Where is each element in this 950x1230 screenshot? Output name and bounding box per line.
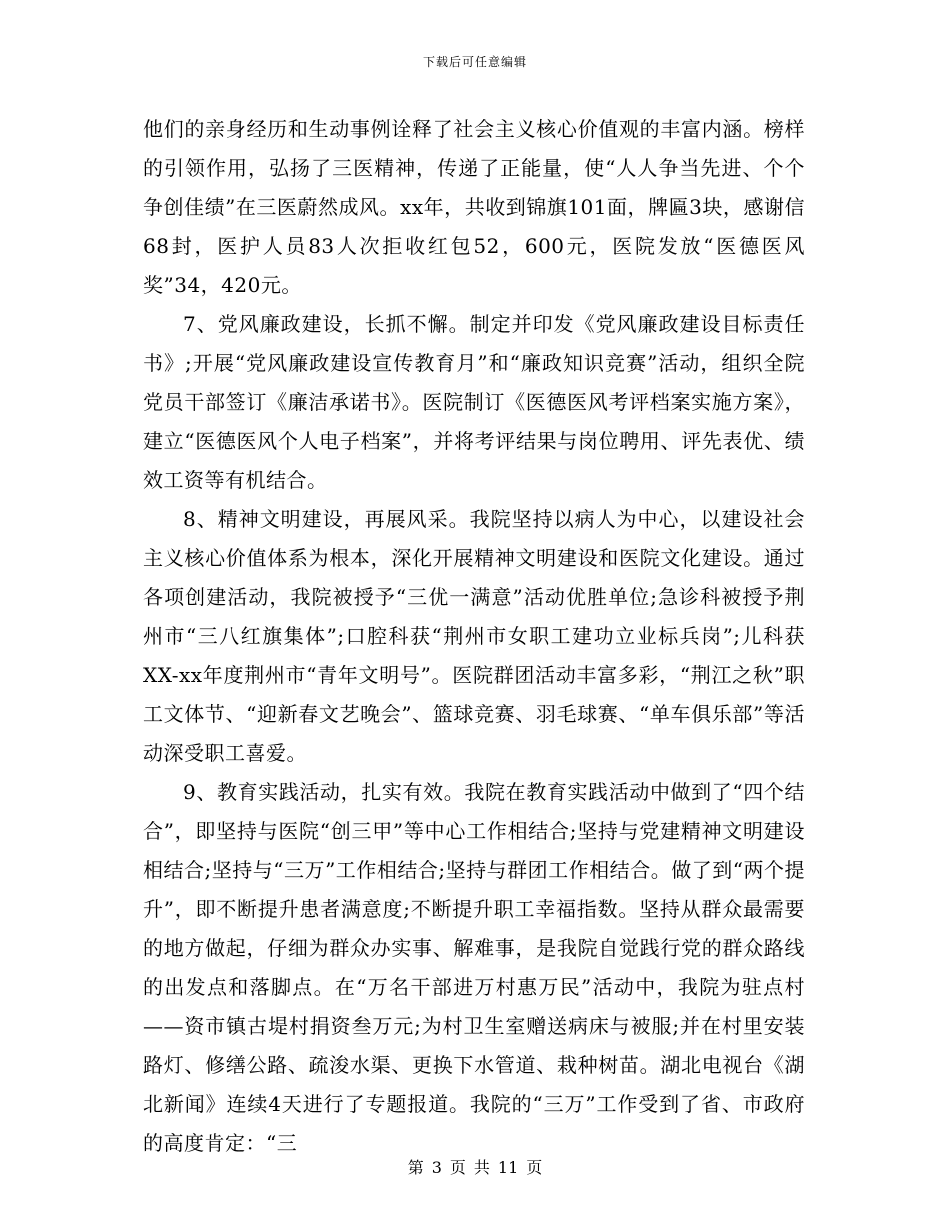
- footer-total-pages: 11: [497, 1158, 519, 1177]
- page-footer: [0, 1155, 950, 1178]
- paragraph-item-8: 8、精神文明建设，再展风采。我院坚持以病人为中心，以建设社会主义核心价值体系为根本，深化开展精神文明建设和医院文化建设。通过各项创建活动，我院被授予“三优一满意”活动优胜单位;急诊科被授予荆州市“三八红旗集体”;口腔科获“荆州市女职工建功立业标兵岗”;儿科获XX-xx年度荆州市“青年文明号”。医院群团活动丰富多彩，“荆江之秋”职工文体节、“迎新春文艺晚会”、篮球竞赛、羽毛球赛、“单车俱乐部”等活动深受职工喜爱。: [143, 507, 805, 765]
- paragraph-item-7: 7、党风廉政建设，长抓不懈。制定并印发《党风廉政建设目标责任书》;开展“党风廉政建设宣传教育月”和“廉政知识竞赛”活动，组织全院党员干部签订《廉洁承诺书》。医院制订《医德医风考评档案实施方案》，建立“医德医风个人电子档案”，并将考评结果与岗位聘用、评先表优、绩效工资等有机结合。: [143, 312, 805, 492]
- paragraph-item-9: 9、教育实践活动，扎实有效。我院在教育实践活动中做到了“四个结合”，即坚持与医院“创三甲”等中心工作相结合;坚持与党建精神文明建设相结合;坚持与“三万”工作相结合;坚持与群团工作相结合。做了到“两个提升”，即不断提升患者满意度;不断提升职工幸福指数。坚持从群众最需要的地方做起，仔细为群众办实事、解难事，是我院自觉践行党的群众路线的出发点和落脚点。在“万名干部进万村惠万民”活动中，我院为驻点村——资市镇古堤村捐资叁万元;为村卫生室赠送病床与被服;并在村里安装路灯、修缮公路、疏浚水渠、更换下水管道、栽种树苗。湖北电视台《湖北新闻》连续4天进行了专题报道。我院的“三万”工作受到了省、市政府的高度肯定：“三: [143, 780, 805, 1155]
- footer-label-page-unit: 页: [449, 1158, 466, 1177]
- body-text: [143, 110, 805, 1163]
- footer-current-page: 3: [431, 1158, 442, 1177]
- header-note: 下载后可任意编辑: [422, 55, 527, 69]
- footer-label-total-unit: 页: [526, 1158, 543, 1177]
- paragraph-continuation: 他们的亲身经历和生动事例诠释了社会主义核心价值观的丰富内涵。榜样的引领作用，弘扬了三医精神，传递了正能量，使“人人争当先进、个个争创佳绩”在三医蔚然成风。xx年，共收到锦旗101面，牌匾3块，感谢信68封，医护人员83人次拒收红包52，600元，医院发放“医德医风奖”34，420元。: [143, 117, 805, 297]
- footer-label-total: 共: [473, 1158, 490, 1177]
- footer-label-page: 第: [407, 1158, 424, 1177]
